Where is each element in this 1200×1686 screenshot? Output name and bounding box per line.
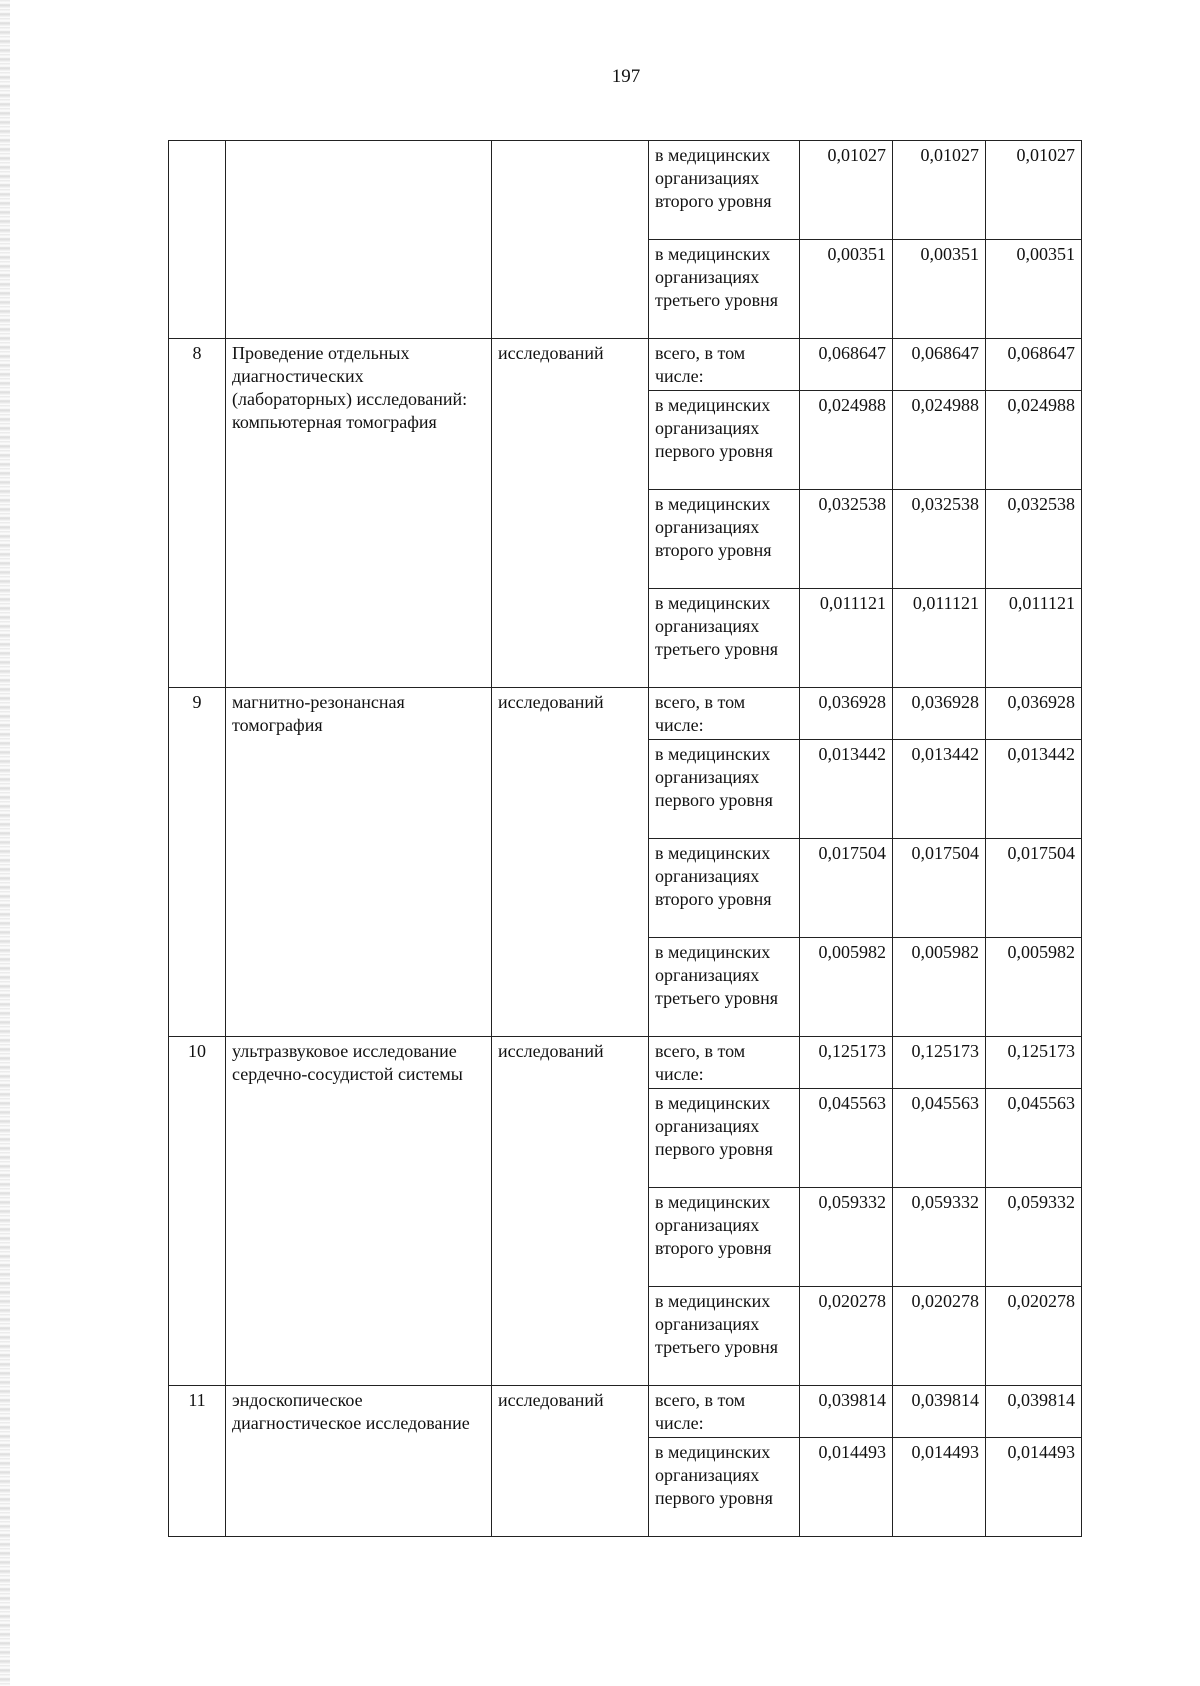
value-cell: 0,045563 <box>893 1089 986 1188</box>
level-label: в медицинских организациях третьего уровня <box>649 938 800 1037</box>
value-cell: 0,036928 <box>893 688 986 740</box>
level-label: в медицинских организациях третьего уровня <box>649 240 800 339</box>
value-cell: 0,01027 <box>893 141 986 240</box>
total-label: всего, в том числе: <box>649 339 800 391</box>
value-cell: 0,017504 <box>800 839 893 938</box>
value-cell: 0,024988 <box>893 391 986 490</box>
total-label: всего, в том числе: <box>649 688 800 740</box>
value-cell: 0,125173 <box>893 1037 986 1089</box>
level-label: в медицинских организациях второго уровня <box>649 1188 800 1287</box>
value-cell: 0,005982 <box>893 938 986 1037</box>
unit-cell: исследований <box>492 1037 649 1386</box>
value-cell: 0,020278 <box>893 1287 986 1386</box>
table-row <box>169 339 1082 391</box>
value-cell: 0,013442 <box>986 740 1082 839</box>
value-cell: 0,014493 <box>986 1438 1082 1537</box>
indicator-name: ультразвуковое исследование сердечно-сосудистой системы <box>226 1037 492 1386</box>
value-cell: 0,024988 <box>800 391 893 490</box>
level-label: в медицинских организациях первого уровня <box>649 1438 800 1537</box>
level-label: в медицинских организациях третьего уровня <box>649 1287 800 1386</box>
indicator-name: Проведение отдельных диагностических (лабораторных) исследований: компьютерная томография <box>226 339 492 688</box>
row-number: 9 <box>169 688 226 1037</box>
value-cell: 0,020278 <box>986 1287 1082 1386</box>
value-cell: 0,024988 <box>986 391 1082 490</box>
data-table <box>168 140 1082 1537</box>
level-label: в медицинских организациях второго уровня <box>649 839 800 938</box>
value-cell: 0,039814 <box>986 1386 1082 1438</box>
value-cell: 0,013442 <box>893 740 986 839</box>
value-cell: 0,014493 <box>800 1438 893 1537</box>
row-number: 11 <box>169 1386 226 1537</box>
table-row <box>169 141 1082 240</box>
value-cell: 0,059332 <box>986 1188 1082 1287</box>
value-cell: 0,017504 <box>893 839 986 938</box>
value-cell: 0,00351 <box>800 240 893 339</box>
level-label: в медицинских организациях третьего уровня <box>649 589 800 688</box>
value-cell: 0,00351 <box>893 240 986 339</box>
indicator-name: магнитно-резонансная томография <box>226 688 492 1037</box>
value-cell: 0,059332 <box>800 1188 893 1287</box>
value-cell: 0,059332 <box>893 1188 986 1287</box>
unit-cell: исследований <box>492 339 649 688</box>
table-row <box>169 1037 1082 1089</box>
row-number <box>169 141 226 339</box>
table-row <box>169 688 1082 740</box>
value-cell: 0,068647 <box>800 339 893 391</box>
indicator-name: эндоскопическое диагностическое исследование <box>226 1386 492 1537</box>
row-number: 10 <box>169 1037 226 1386</box>
table-body <box>169 141 1082 1537</box>
level-label: в медицинских организациях второго уровня <box>649 141 800 240</box>
level-label: в медицинских организациях первого уровня <box>649 391 800 490</box>
value-cell: 0,032538 <box>800 490 893 589</box>
value-cell: 0,036928 <box>800 688 893 740</box>
value-cell: 0,013442 <box>800 740 893 839</box>
value-cell: 0,032538 <box>986 490 1082 589</box>
value-cell: 0,020278 <box>800 1287 893 1386</box>
unit-cell: исследований <box>492 1386 649 1537</box>
value-cell: 0,068647 <box>893 339 986 391</box>
value-cell: 0,011121 <box>893 589 986 688</box>
total-label: всего, в том числе: <box>649 1386 800 1438</box>
value-cell: 0,039814 <box>893 1386 986 1438</box>
indicator-name <box>226 141 492 339</box>
scan-edge <box>0 0 10 1686</box>
value-cell: 0,01027 <box>986 141 1082 240</box>
value-cell: 0,011121 <box>800 589 893 688</box>
value-cell: 0,036928 <box>986 688 1082 740</box>
value-cell: 0,014493 <box>893 1438 986 1537</box>
value-cell: 0,032538 <box>893 490 986 589</box>
value-cell: 0,011121 <box>986 589 1082 688</box>
value-cell: 0,039814 <box>800 1386 893 1438</box>
value-cell: 0,125173 <box>800 1037 893 1089</box>
value-cell: 0,01027 <box>800 141 893 240</box>
table-row <box>169 1386 1082 1438</box>
level-label: в медицинских организациях первого уровня <box>649 1089 800 1188</box>
value-cell: 0,005982 <box>800 938 893 1037</box>
page-number: 197 <box>611 66 641 87</box>
value-cell: 0,068647 <box>986 339 1082 391</box>
value-cell: 0,00351 <box>986 240 1082 339</box>
unit-cell: исследований <box>492 688 649 1037</box>
level-label: в медицинских организациях первого уровня <box>649 740 800 839</box>
row-number: 8 <box>169 339 226 688</box>
value-cell: 0,005982 <box>986 938 1082 1037</box>
value-cell: 0,045563 <box>986 1089 1082 1188</box>
value-cell: 0,017504 <box>986 839 1082 938</box>
value-cell: 0,045563 <box>800 1089 893 1188</box>
unit-cell <box>492 141 649 339</box>
total-label: всего, в том числе: <box>649 1037 800 1089</box>
level-label: в медицинских организациях второго уровня <box>649 490 800 589</box>
value-cell: 0,125173 <box>986 1037 1082 1089</box>
